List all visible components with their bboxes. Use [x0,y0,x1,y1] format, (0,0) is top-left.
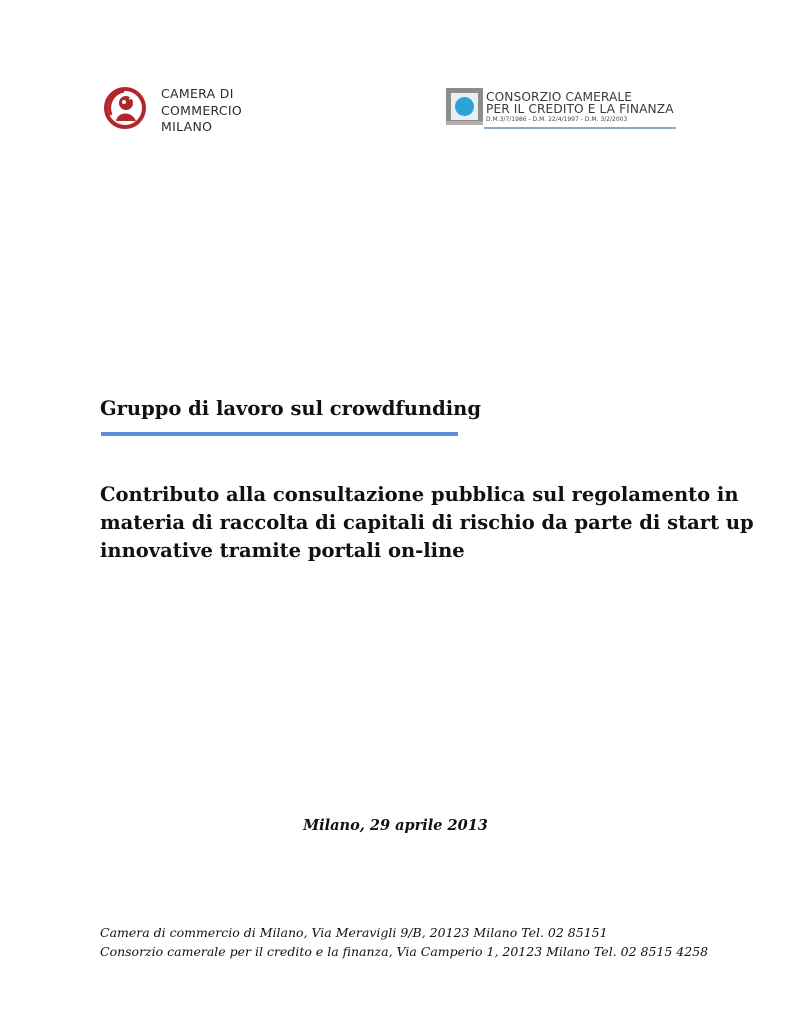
consorzio-logo [446,88,676,132]
footer [100,923,708,961]
camera-logo-line: MILANO [161,119,213,134]
consorzio-decrees: D.M.3/7/1986 - D.M. 22/4/1997 - D.M. 3/2/2003 [486,116,628,123]
consorzio-line-2: PER IL CREDITO E LA FINANZA [486,102,674,116]
title-underline [101,432,458,436]
consorzio-line-1: CONSORZIO CAMERALE [486,90,633,104]
subtitle-line: Contributo alla consultazione pubblica sul regolamento in [100,483,739,506]
document-title: Gruppo di lavoro sul crowdfunding [100,397,481,420]
camera-logo-line: CAMERA DI [161,86,234,101]
subtitle-line: materia di raccolta di capitali di rischio da parte di start up [100,511,754,534]
camera-logo-line: COMMERCIO [161,102,243,118]
document-subtitle [100,481,754,565]
camera-logo-text [161,86,242,136]
footer-line-camera: Camera di commercio di Milano, Via Meravigli 9/B, 20123 Milano Tel. 02 85151 [100,925,608,940]
subtitle-line: innovative tramite portali on-line [100,539,465,562]
consorzio-mark-icon [446,88,483,125]
camera-commercio-logo [102,85,262,137]
consorzio-rule [484,127,676,129]
camera-emblem-icon [102,85,148,131]
footer-line-consorzio: Consorzio camerale per il credito e la finanza, Via Camperio 1, 20123 Milano Tel. 02 8515 4258 [100,944,709,959]
document-date: Milano, 29 aprile 2013 [303,817,488,834]
